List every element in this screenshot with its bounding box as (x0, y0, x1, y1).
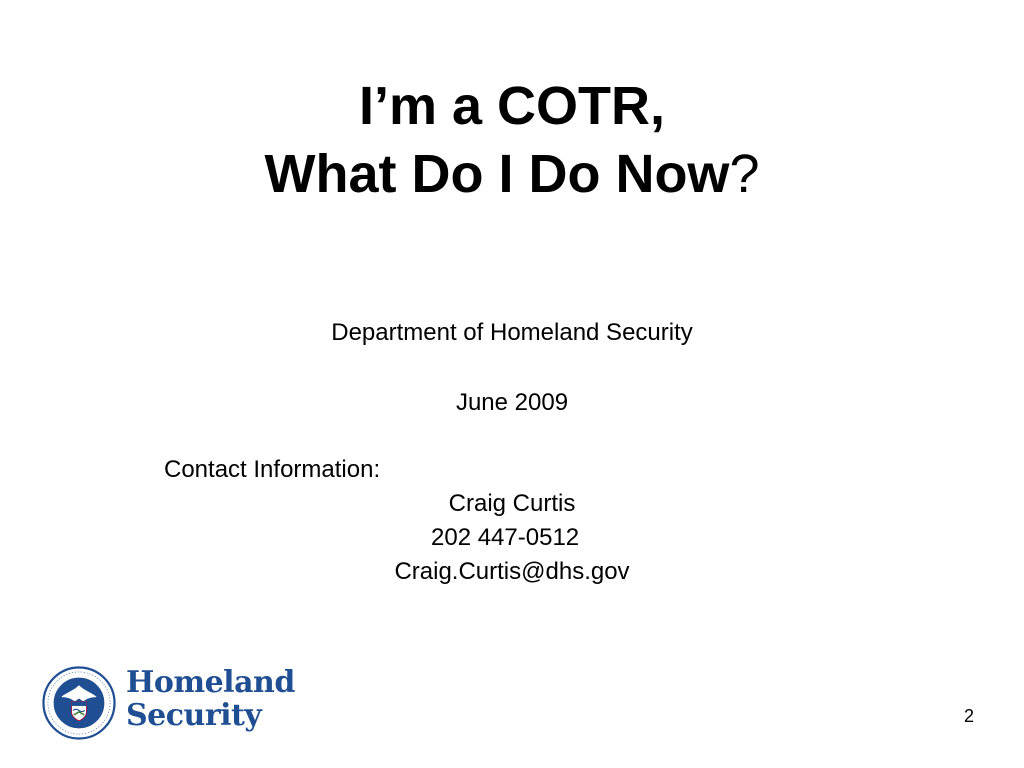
slide-title (0, 72, 1024, 208)
dhs-seal-icon (42, 666, 116, 740)
contact-label: Contact Information: (164, 456, 381, 483)
contact-name: Craig Curtis (448, 490, 576, 517)
title-question-mark: ? (729, 144, 760, 204)
dhs-logo (42, 664, 294, 744)
title-line-2 (0, 140, 1024, 208)
contact-email: Craig.Curtis@dhs.gov (394, 558, 630, 585)
title-line-1: I’m a COTR, (358, 76, 666, 136)
wordmark-line-2: Security (126, 698, 262, 733)
page-number: 2 (963, 706, 974, 726)
wordmark-line-1: Homeland (126, 665, 295, 700)
title-line-2-bold: What Do I Do Now (264, 144, 730, 204)
organization-name: Department of Homeland Security (331, 319, 693, 346)
presentation-date: June 2009 (455, 389, 569, 416)
contact-phone: 202 447-0512 (431, 524, 580, 551)
homeland-security-wordmark (126, 666, 295, 732)
